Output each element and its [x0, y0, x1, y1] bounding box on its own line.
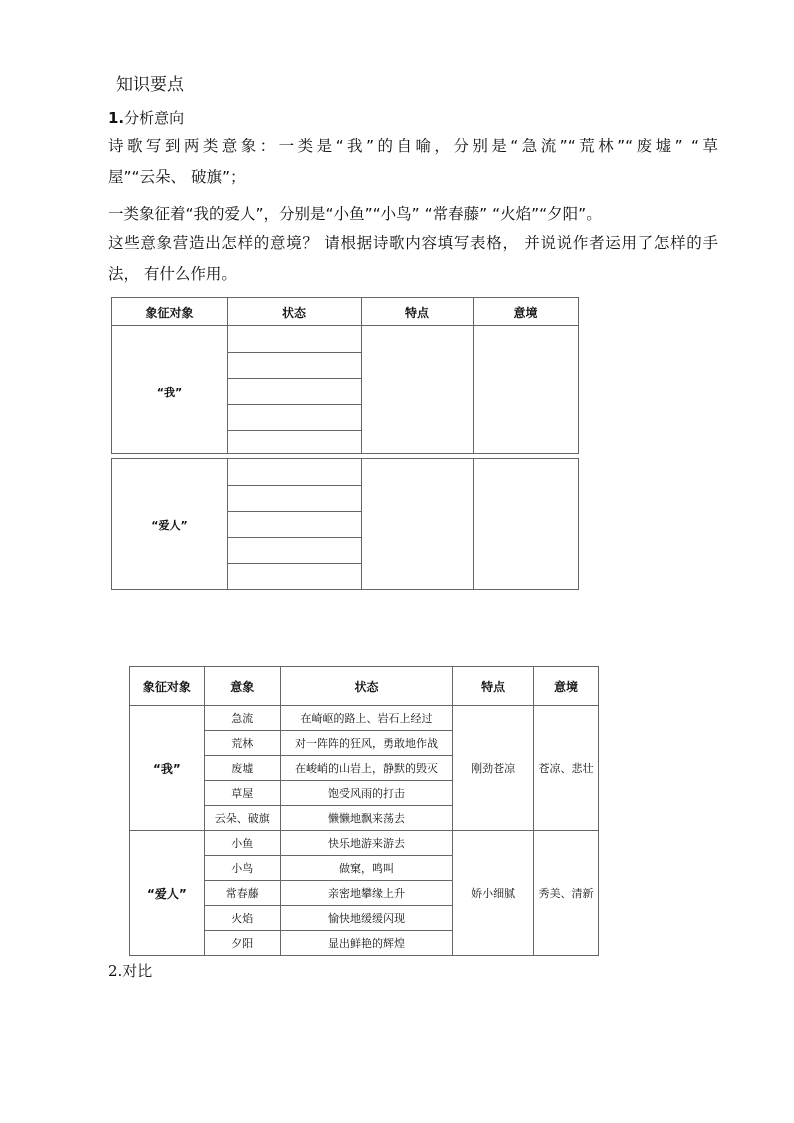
header-state: 状态 [280, 667, 453, 706]
state-cell: 做窠，鸣叫 [280, 856, 453, 881]
group-lover: “爱人” [130, 831, 205, 956]
mood-cell: 苍凉、悲壮 [534, 706, 599, 831]
feature-cell: 娇小细腻 [453, 831, 534, 956]
image-cell: 夕阳 [204, 931, 280, 956]
mood-cell: 秀美、清新 [534, 831, 599, 956]
state-cell: 亲密地攀缘上升 [280, 881, 453, 906]
state-cell: 对一阵阵的狂风，勇敢地作战 [280, 731, 453, 756]
image-cell: 废墟 [204, 756, 280, 781]
state-cell: 愉快地缓缓闪现 [280, 906, 453, 931]
paragraph-3-line-1: 这些意象营造出怎样的意境？ 请根据诗歌内容填写表格， 并说说作者运用了怎样的手 [108, 234, 718, 252]
blank-header-object: 象征对象 [145, 306, 194, 320]
blank-header-feature: 特点 [404, 306, 429, 320]
header-image: 意象 [204, 667, 280, 706]
section-heading: 知识要点 [116, 75, 184, 95]
image-cell: 荒林 [204, 731, 280, 756]
header-mood: 意境 [534, 667, 599, 706]
feature-cell: 刚劲苍凉 [453, 706, 534, 831]
blank-group-lover: “爱人” [151, 519, 188, 532]
answer-table [129, 666, 599, 956]
subsection-number: 1. [108, 109, 125, 127]
paragraph-2-line-1: 一类象征着“我的爱人”，分别是“小鱼”“小鸟” “常春藤” “火焰”“夕阳”。 [108, 205, 602, 223]
blank-table-lover [111, 458, 579, 590]
blank-header-mood: 意境 [513, 306, 538, 320]
image-cell: 急流 [204, 706, 280, 731]
blank-group-me: “我” [156, 386, 183, 399]
section-2-title: 2.对比 [108, 962, 153, 980]
paragraph-1-line-2: 屋”“云朵、 破旗”； [108, 168, 246, 186]
answer-table-header [130, 667, 599, 706]
state-cell: 在峻峭的山岩上，静默的毁灭 [280, 756, 453, 781]
paragraph-3-line-2: 法， 有什么作用。 [108, 265, 237, 283]
subsection-text: 分析意向 [124, 109, 185, 127]
state-cell: 饱受风雨的打击 [280, 781, 453, 806]
state-cell: 懒懒地飘来荡去 [280, 806, 453, 831]
image-cell: 火焰 [204, 906, 280, 931]
state-cell: 显出鲜艳的辉煌 [280, 931, 453, 956]
paragraph-3 [108, 228, 718, 290]
group-me: “我” [130, 706, 205, 831]
header-object: 象征对象 [130, 667, 205, 706]
table-row [130, 706, 599, 731]
image-cell: 云朵、破旗 [204, 806, 280, 831]
subsection-title [108, 107, 184, 128]
state-cell: 快乐地游来游去 [280, 831, 453, 856]
paragraph-1 [108, 131, 718, 193]
header-feature: 特点 [453, 667, 534, 706]
image-cell: 草屋 [204, 781, 280, 806]
table-row [130, 831, 599, 856]
state-cell: 在崎岖的路上、岩石上经过 [280, 706, 453, 731]
paragraph-1-line-1: 诗歌写到两类意象：一类是“我”的自喻，分别是“急流”“荒林”“废墟” “草 [108, 137, 718, 155]
image-cell: 小鸟 [204, 856, 280, 881]
image-cell: 小鱼 [204, 831, 280, 856]
blank-header-state: 状态 [281, 306, 306, 320]
image-cell: 常春藤 [204, 881, 280, 906]
paragraph-2 [108, 199, 718, 230]
blank-table-me [111, 297, 579, 454]
